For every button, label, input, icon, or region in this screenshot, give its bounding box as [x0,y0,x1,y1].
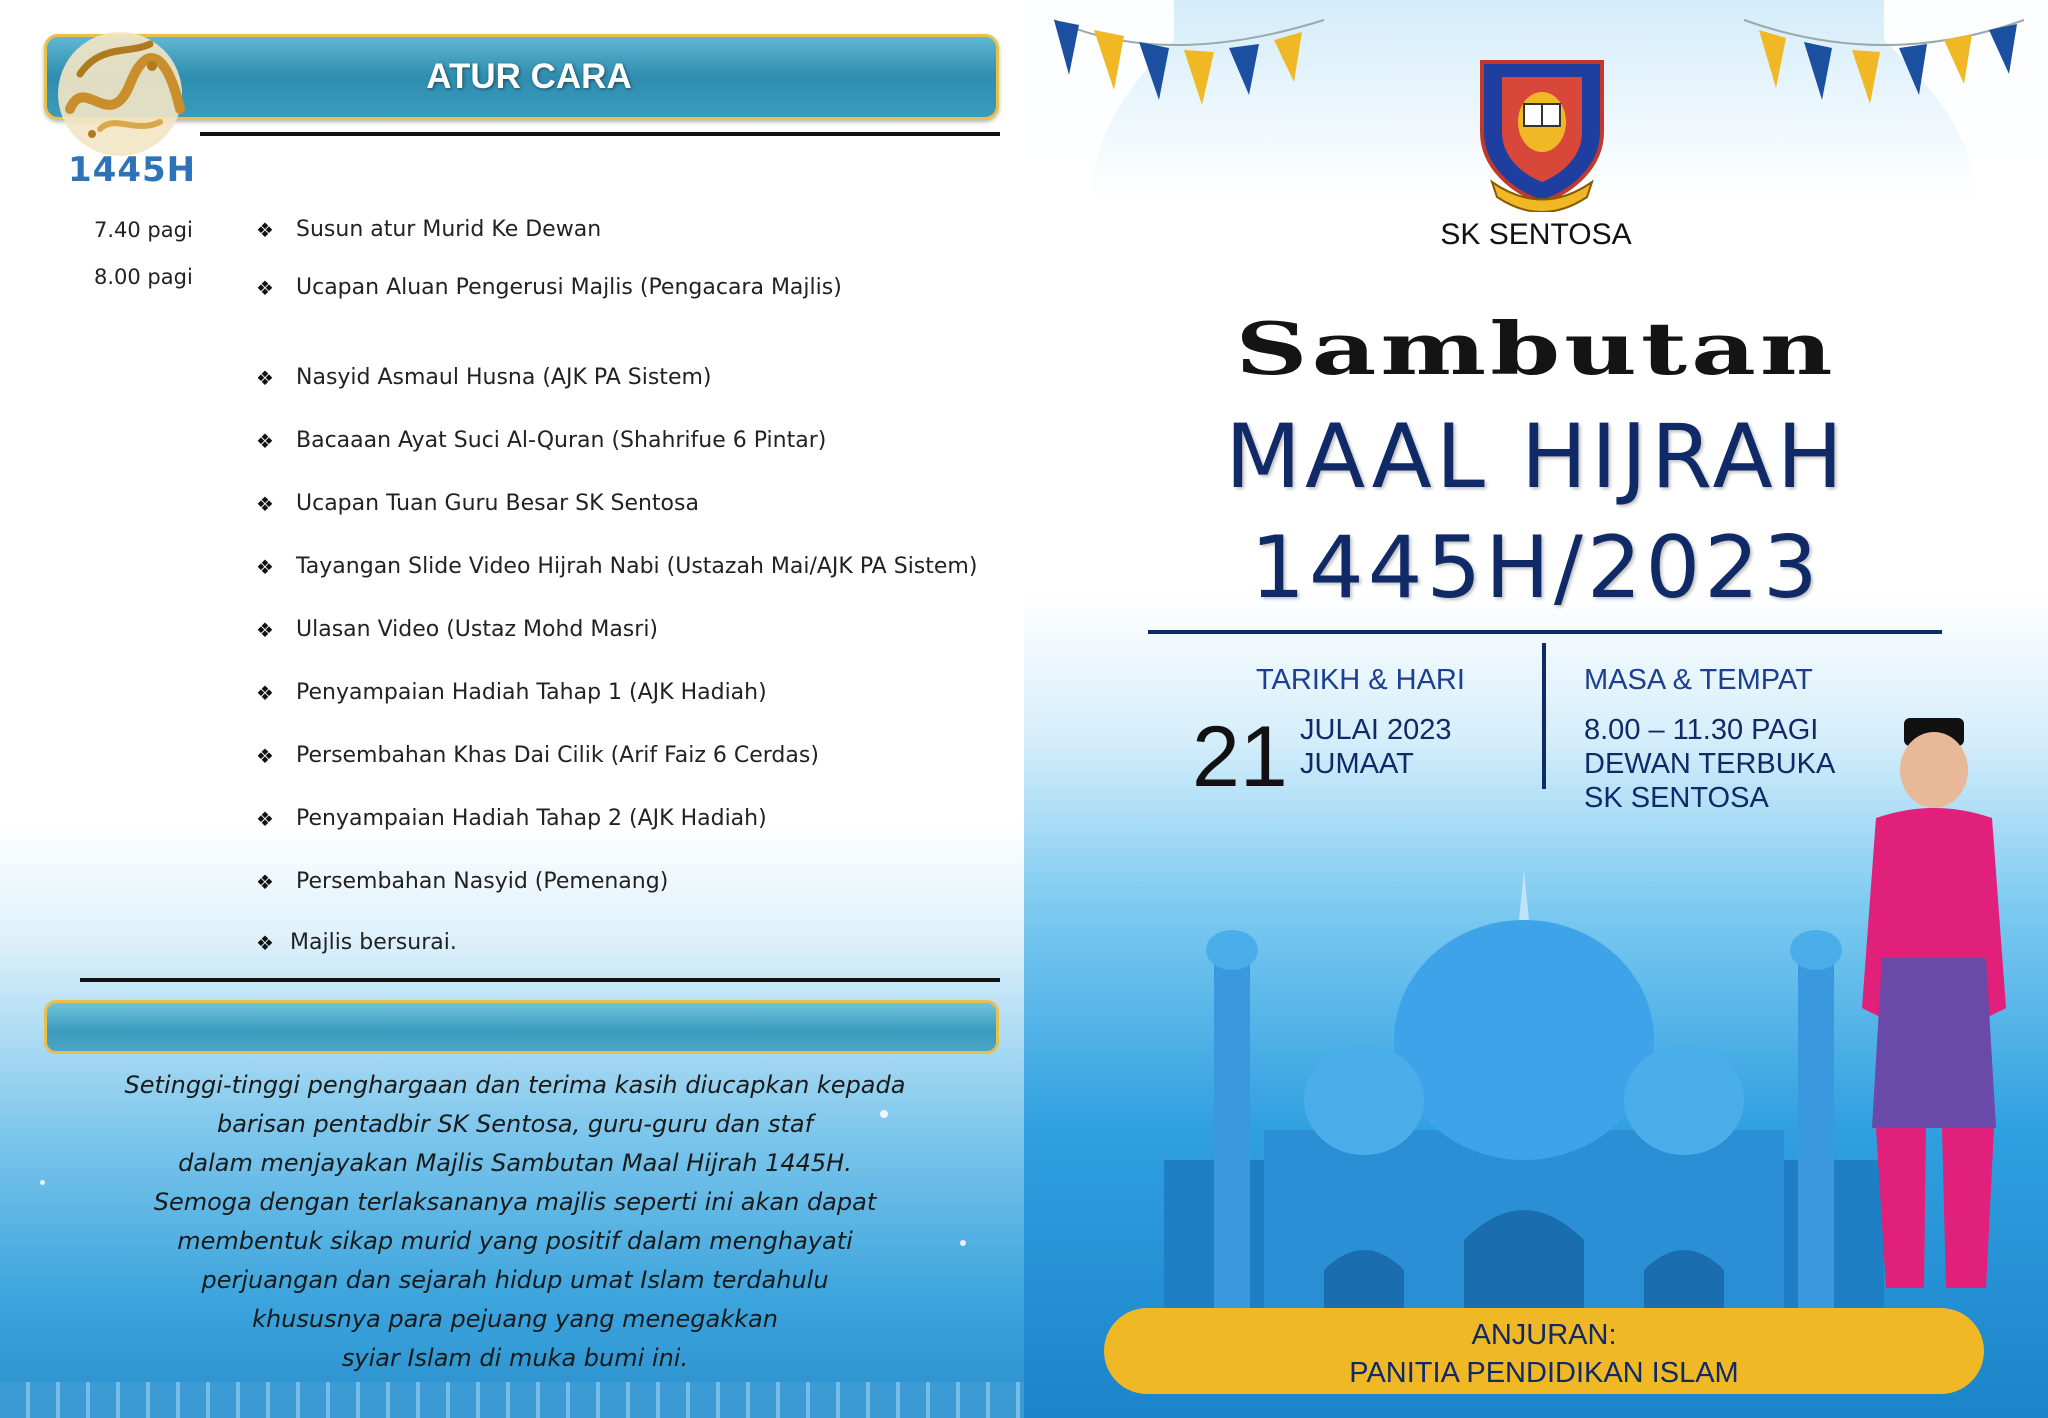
header-divider [200,132,1000,136]
thanks-line: Setinggi-tinggi penghargaan dan terima kasih diucapkan kepada [124,1071,906,1099]
venue-place: SK SENTOSA [1584,782,1769,814]
school-crest-icon [1462,52,1622,212]
diamond-bullet-icon: ❖ [256,869,274,894]
thanks-message [60,1066,970,1378]
organizer-label: ANJURAN: [1471,1319,1617,1351]
schedule-item [256,806,767,831]
thanks-banner [44,1000,999,1054]
diamond-bullet-icon: ❖ [256,275,274,300]
title-divider [1148,630,1942,634]
diamond-bullet-icon: ❖ [256,491,274,516]
page-title: ATUR CARA [426,57,632,96]
date-label: TARIKH & HARI [1256,664,1465,696]
schedule-time: 8.00 pagi [94,265,193,289]
diamond-bullet-icon: ❖ [256,617,274,642]
schedule-item [256,554,977,579]
date-month: JULAI 2023 [1300,714,1452,746]
schedule-item-label: Ulasan Video (Ustaz Mohd Masri) [296,617,659,642]
schedule-item-label: Majlis bersurai. [290,930,457,955]
thanks-line: syiar Islam di muka bumi ini. [341,1344,689,1372]
mosque-illustration [1164,800,1884,1360]
thanks-line: barisan pentadbir SK Sentosa, guru-guru dan staf [216,1110,814,1138]
schedule-item-label: Tayangan Slide Video Hijrah Nabi (Ustazah Mai/AJK PA Sistem) [296,554,978,579]
school-name: SK SENTOSA [1440,218,1632,251]
event-title: MAAL HIJRAH [1225,405,1847,508]
schedule-item [256,365,712,390]
date-weekday: JUMAAT [1300,748,1414,780]
organizer-banner [1104,1308,1984,1394]
diamond-bullet-icon: ❖ [256,930,274,955]
diamond-bullet-icon: ❖ [256,680,274,705]
schedule-item [256,491,699,516]
organizer-name: PANITIA PENDIDIKAN ISLAM [1349,1357,1739,1389]
venue-time: 8.00 – 11.30 PAGI [1584,714,1819,746]
schedule-item [256,275,842,300]
schedule-item-label: Bacaaan Ayat Suci Al-Quran (Shahrifue 6 Pintar) [296,428,827,453]
date-day: 21 [1192,709,1288,805]
diamond-bullet-icon: ❖ [256,554,274,579]
schedule-item-label: Ucapan Tuan Guru Besar SK Sentosa [296,491,699,516]
schedule-item [256,930,457,955]
schedule-item [256,743,819,768]
schedule-divider [80,978,1000,982]
info-divider [1542,643,1546,789]
schedule-item [256,428,826,453]
cover-page [1024,0,2048,1418]
diamond-bullet-icon: ❖ [256,806,274,831]
event-year: 1445H/2023 [1250,518,1822,618]
diamond-bullet-icon: ❖ [256,217,274,242]
venue-label: MASA & TEMPAT [1584,664,1813,696]
schedule-item-label: Penyampaian Hadiah Tahap 2 (AJK Hadiah) [296,806,767,831]
diamond-bullet-icon: ❖ [256,365,274,390]
thanks-line: Semoga dengan terlaksananya majlis seperti ini akan dapat [153,1188,877,1216]
schedule-item-label: Nasyid Asmaul Husna (AJK PA Sistem) [296,365,712,390]
schedule-item [256,869,668,894]
schedule-item-label: Persembahan Nasyid (Pemenang) [296,869,669,894]
schedule-item [256,680,767,705]
schedule-item-label: Persembahan Khas Dai Cilik (Arif Faiz 6 Cerdas) [296,743,819,768]
schedule-time: 7.40 pagi [94,218,193,242]
thanks-line: perjuangan dan sejarah hidup umat Islam terdahulu [201,1266,829,1294]
venue-place: DEWAN TERBUKA [1584,748,1836,780]
thanks-line: membentuk sikap murid yang positif dalam menghayati [177,1227,853,1255]
schedule-item-label: Ucapan Aluan Pengerusi Majlis (Pengacara Majlis) [296,275,842,300]
pattern-border [0,1382,1024,1418]
diamond-bullet-icon: ❖ [256,743,274,768]
diamond-bullet-icon: ❖ [256,428,274,453]
schedule-item-label: Susun atur Murid Ke Dewan [296,217,602,242]
sparkle [40,1180,45,1185]
schedule-item-label: Penyampaian Hadiah Tahap 1 (AJK Hadiah) [296,680,767,705]
script-title: Sambutan [1235,306,1837,392]
emblem-year: 1445H [68,150,197,190]
schedule-item [256,217,601,242]
thanks-line: dalam menjayakan Majlis Sambutan Maal Hijrah 1445H. [178,1149,852,1177]
schedule-item [256,617,658,642]
person-figure [1836,708,2032,1308]
thanks-line: khususnya para pejuang yang menegakkan [252,1305,778,1333]
